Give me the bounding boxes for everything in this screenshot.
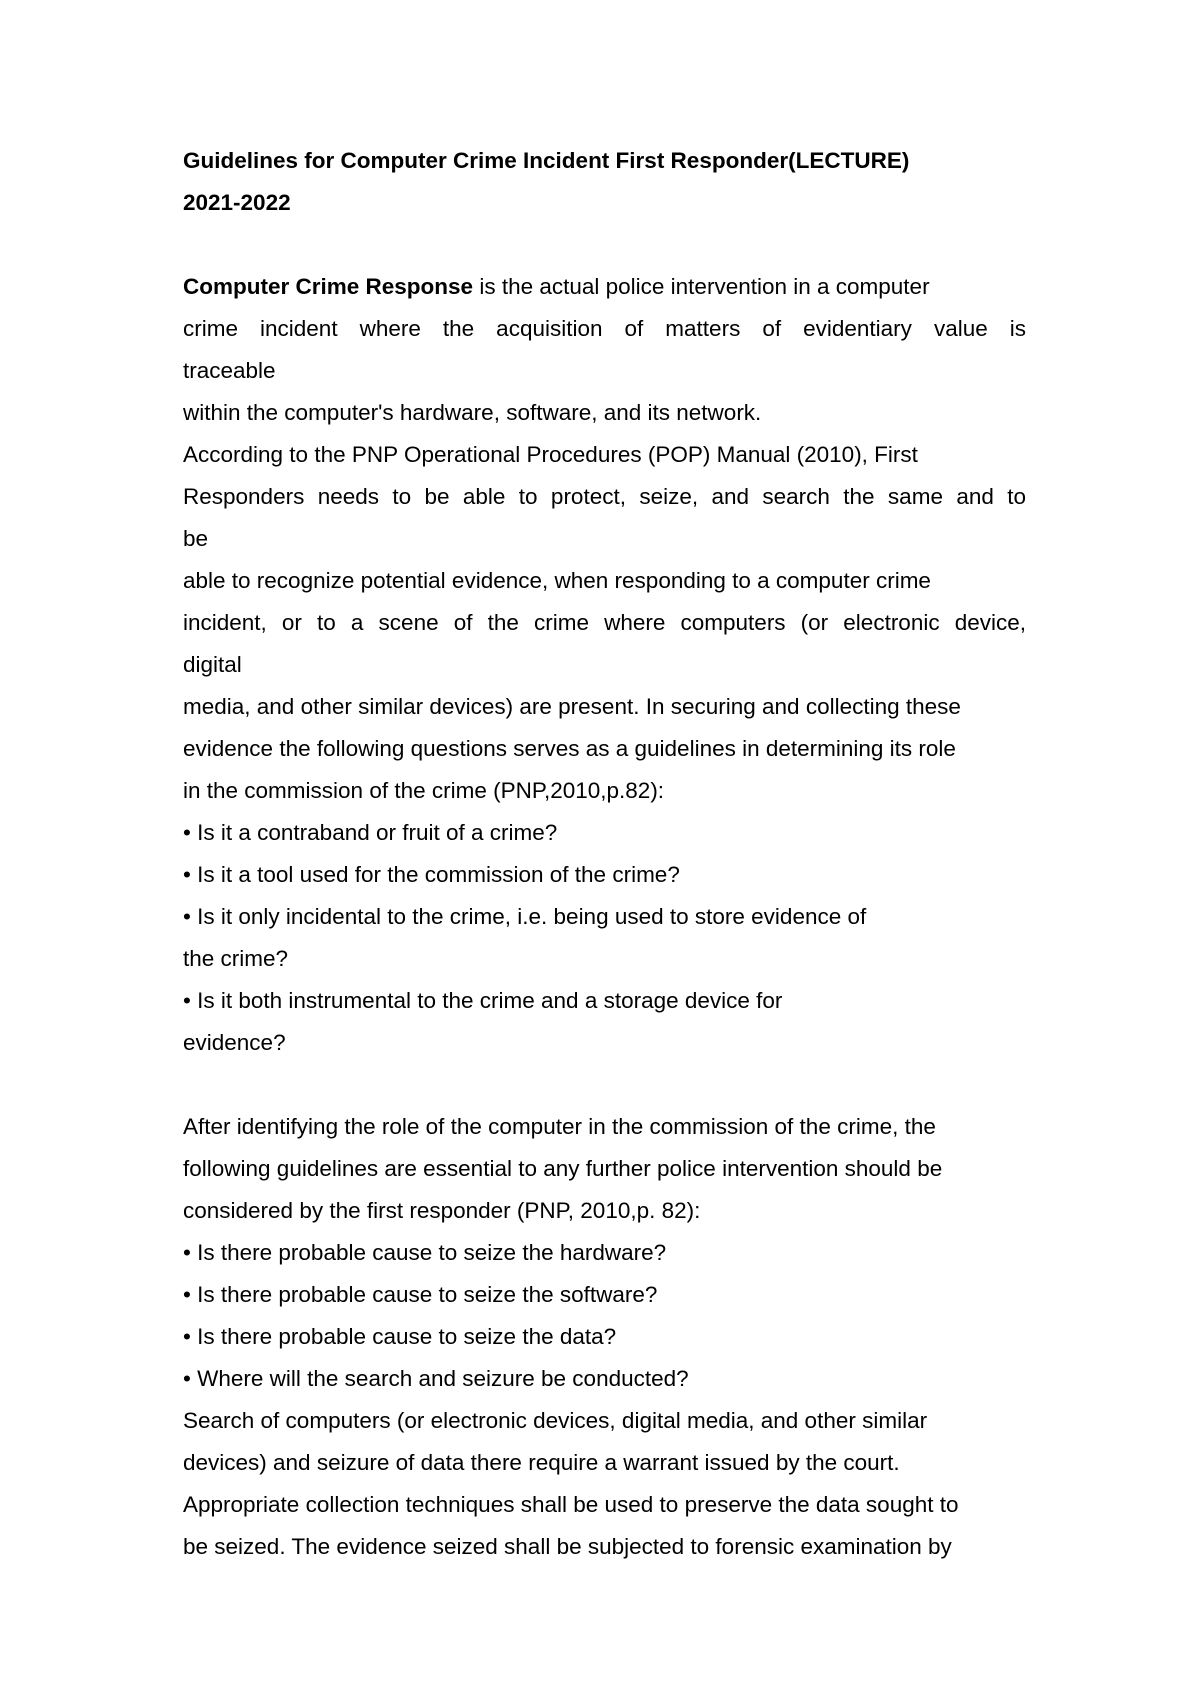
pop-paragraph-line-3: be (183, 526, 209, 551)
definition-line-3: traceable (183, 358, 276, 383)
pop-paragraph-line-6: digital (183, 652, 242, 677)
after-paragraph-line-3: considered by the first responder (PNP, 2010,p. 82): (183, 1198, 701, 1223)
role-question-2: • Is it a tool used for the commission of the crime? (183, 862, 680, 887)
after-paragraph-line-1: After identifying the role of the computer in the commission of the crime, the (183, 1114, 936, 1139)
pop-paragraph-line-5: incident, or to a scene of the crime where computers (or electronic device, (183, 610, 1026, 635)
cause-question-4: • Where will the search and seizure be conducted? (183, 1366, 689, 1391)
cause-question-3: • Is there probable cause to seize the data? (183, 1324, 617, 1349)
definition-term: Computer Crime Response (183, 274, 474, 299)
search-paragraph-line-1: Search of computers (or electronic devices, digital media, and other similar (183, 1408, 928, 1433)
document-body (183, 140, 1026, 1568)
definition-line-1-rest: is the actual police intervention in a computer (473, 274, 930, 299)
after-paragraph-line-2: following guidelines are essential to any further police intervention should be (183, 1156, 943, 1181)
cause-question-2: • Is there probable cause to seize the software? (183, 1282, 658, 1307)
document-title-line-1: Guidelines for Computer Crime Incident First Responder(LECTURE) (183, 148, 910, 173)
spacer (183, 1064, 1026, 1106)
search-paragraph-line-3: Appropriate collection techniques shall be used to preserve the data sought to (183, 1492, 959, 1517)
pop-paragraph-line-9: in the commission of the crime (PNP,2010,p.82): (183, 778, 665, 803)
role-question-3-line-2: the crime? (183, 946, 289, 971)
pop-paragraph-line-1: According to the PNP Operational Procedures (POP) Manual (2010), First (183, 442, 918, 467)
definition-line-2: crime incident where the acquisition of matters of evidentiary value is (183, 316, 1026, 341)
role-question-1: • Is it a contraband or fruit of a crime? (183, 820, 558, 845)
role-question-3-line-1: • Is it only incidental to the crime, i.e. being used to store evidence of (183, 904, 867, 929)
role-question-4-line-2: evidence? (183, 1030, 286, 1055)
role-question-4-line-1: • Is it both instrumental to the crime and a storage device for (183, 988, 783, 1013)
pop-paragraph-line-2: Responders needs to be able to protect, seize, and search the same and to (183, 484, 1026, 509)
pop-paragraph-line-7: media, and other similar devices) are present. In securing and collecting these (183, 694, 961, 719)
search-paragraph-line-4: be seized. The evidence seized shall be subjected to forensic examination by (183, 1534, 952, 1559)
spacer (183, 224, 1026, 266)
definition-line-4: within the computer's hardware, software, and its network. (183, 400, 762, 425)
definition-line-1 (183, 266, 1026, 308)
search-paragraph-line-2: devices) and seizure of data there require a warrant issued by the court. (183, 1450, 900, 1475)
pop-paragraph-line-4: able to recognize potential evidence, when responding to a computer crime (183, 568, 931, 593)
pop-paragraph-line-8: evidence the following questions serves as a guidelines in determining its role (183, 736, 956, 761)
document-title-line-2: 2021-2022 (183, 190, 291, 215)
cause-question-1: • Is there probable cause to seize the hardware? (183, 1240, 667, 1265)
